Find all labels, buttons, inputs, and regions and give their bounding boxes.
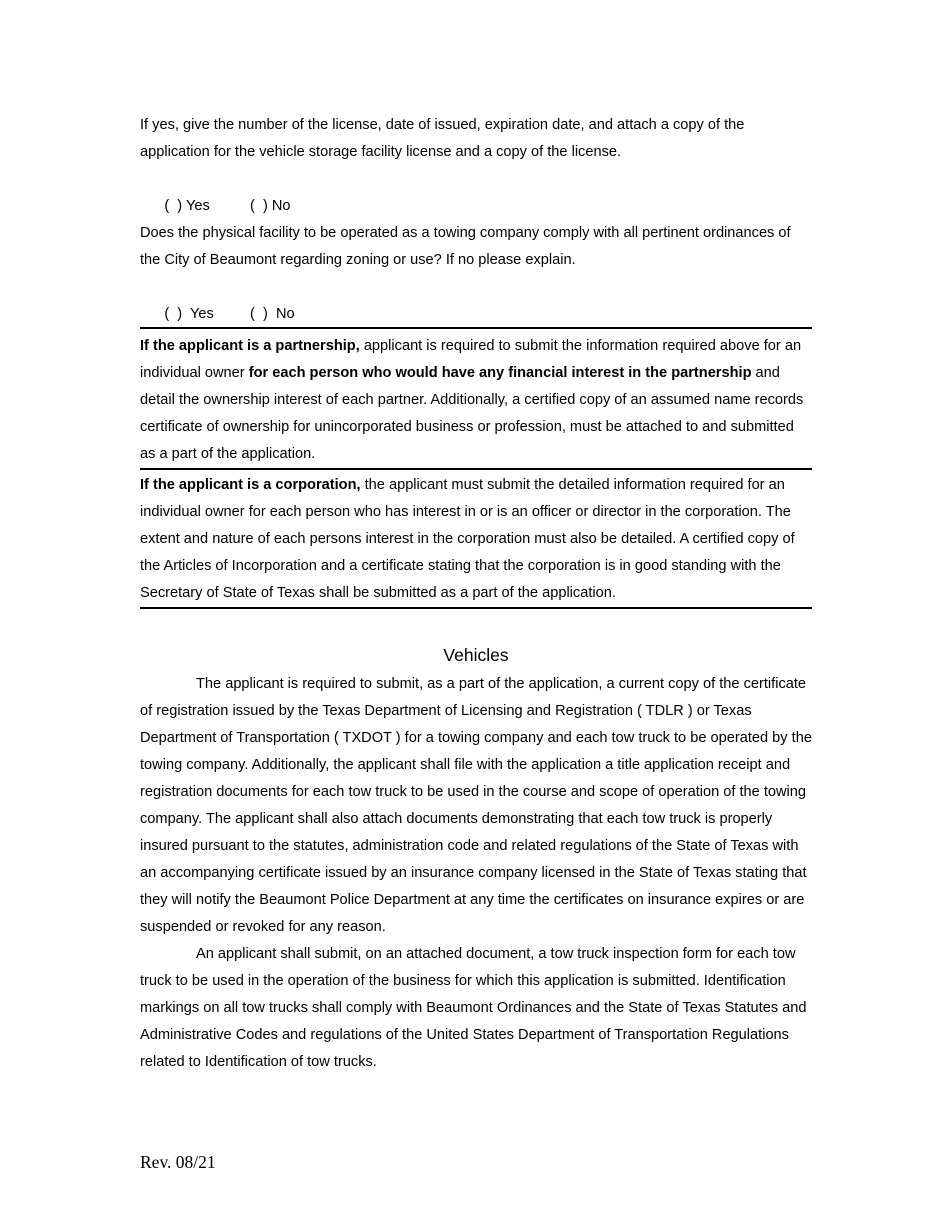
partnership-text-a: applicant is required to submit the information required above for an individual owner [140,338,802,381]
partnership-lead: If the applicant is a partnership, [140,338,360,354]
section-divider-bottom [140,607,812,609]
license-question-text: If yes, give the number of the license, date of issued, expiration date, and attach a copy of the application for the vehicle storage facility license and a copy of the license. [140,117,745,160]
revision-footer: Rev. 08/21 [140,1152,216,1172]
zoning-no-option[interactable]: ( ) No [250,306,295,322]
partnership-paragraph [140,333,812,468]
corporation-section [140,472,812,607]
license-yes-option[interactable]: ( ) Yes [164,198,210,214]
vehicles-section [140,671,812,1076]
vehicles-heading: Vehicles [443,645,509,665]
vehicles-paragraph-1: The applicant is required to submit, as a part of the application, a current copy of the certificate of registration issued by the Texas Department of Licensing and Registration ( TDLR ) or Texas Department of Transportation ( TXDOT ) for a towing company and each tow truck to be operated by the towing company. Additionally, the applicant shall file with the application a title application receipt and registration documents for each tow truck to be used in the course and scope of operation of the towing company. The applicant shall also attach documents demonstrating that each tow truck is properly insured pursuant to the statutes, administration code and related regulations of the State of Texas with an accompanying certificate issued by an insurance company licensed in the State of Texas stating that they will notify the Beaumont Police Department at any time the certificates on insurance expires or are suspended or revoked for any reason. [140,676,812,935]
zoning-question-text: Does the physical facility to be operated as a towing company comply with all pertinent ordinances of the City of Beaumont regarding zoning or use? If no please explain. [140,225,791,268]
partnership-section [140,333,812,468]
license-no-option[interactable]: ( ) No [250,198,291,214]
corporation-text: the applicant must submit the detailed information required for an individual owner for each person who has interest in or is an officer or director in the corporation. The extent and nature of each persons interest in the corporation must also be detailed. A certified copy of the Articles of Incorporation and a certificate stating that the corporation is in good standing with the Secretary of State of Texas shall be submitted as a part of the application. [140,477,795,601]
section-divider-top [140,327,812,329]
partnership-text-b: and detail the ownership interest of each partner. Additionally, a certified copy of an assumed name records certificate of ownership for unincorporated business or profession, must be attached to and submitted as a part of the application. [140,365,804,462]
corporation-paragraph [140,472,812,607]
section-divider-middle [140,468,812,470]
partnership-emphasis: for each person who would have any financial interest in the partnership [248,365,752,381]
vehicles-paragraph-2: An applicant shall submit, on an attached document, a tow truck inspection form for each tow truck to be used in the operation of the business for which this application is submitted. Identification markings on all tow trucks shall comply with Beaumont Ordinances and the State of Texas Statutes and Administrative Codes and regulations of the United States Department of Transportation Regulations related to Identification of tow trucks. [140,946,807,1070]
corporation-lead: If the applicant is a corporation, [140,477,361,493]
zoning-yes-option[interactable]: ( ) Yes [164,306,214,322]
